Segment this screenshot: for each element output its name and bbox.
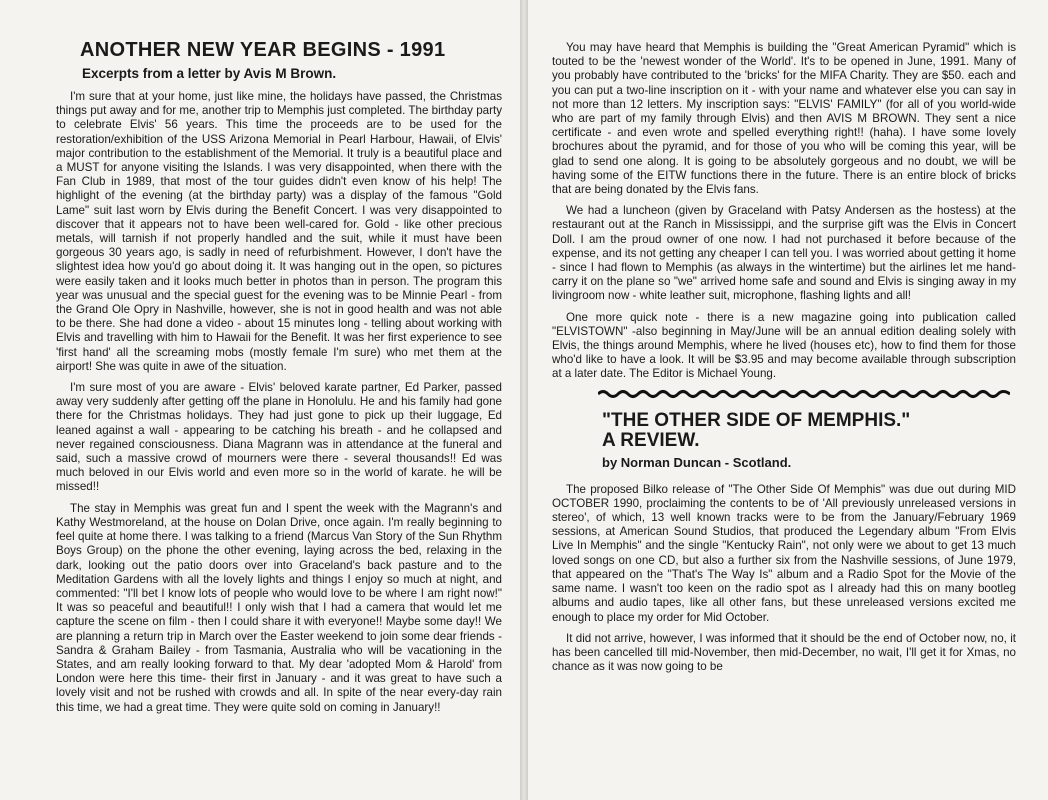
review-byline: by Norman Duncan - Scotland. <box>602 454 792 470</box>
page-gutter <box>520 0 528 800</box>
article-paragraph: You may have heard that Memphis is building the "Great American Pyramid" which is touted to be the 'newest wonder of the World'. It's to be opened in June, 1991. Many of you probably have contributed to the 'bricks' for the MIFA Charity. They are $50. each and you can put a two-line inscription on it - with your name and whatever else you can say in not more than 12 letters. My inscription says: "ELVIS' FAMILY" (for all of you world-wide who are part of my family through Elvis) and then AVIS M BROWN. They sent a nice certificate - and even wrote and spelled everything right!! (haha). I have some lovely brochures about the pyramid, and for those of you who will be coming this year, will be glad to send one along. It is going to be absolutely gorgeous and no doubt, we will be having some of the EITW functions there in the future. There is an entire block of bricks that are being donated by the Elvis fans. <box>552 41 1016 197</box>
left-column <box>56 38 502 722</box>
article-paragraph: We had a luncheon (given by Graceland with Patsy Andersen as the hostess) at the restaurant out at the Ranch in Mississippi, and the surprise gift was the Elvis in Concert Doll. I am the proud owner of one now. I had not purchased it before because of the expense, and its not getting any cheaper I can tell you. I was worried about getting it home - since I had flown to Memphis (as always in the wintertime) but the airlines let me hand-carry it on the plane so "we" arrived home safe and sound and Elvis is singing away in my livingroom now - white leather suit, microphone, flashing lights and all! <box>552 204 1016 303</box>
review-title-line: "THE OTHER SIDE OF MEMPHIS." <box>602 409 911 431</box>
right-page <box>528 0 1048 800</box>
wavy-divider <box>598 389 1010 399</box>
left-page <box>0 0 520 800</box>
article-title: ANOTHER NEW YEAR BEGINS - 1991 <box>80 39 446 61</box>
article-paragraph: I'm sure most of you are aware - Elvis' beloved karate partner, Ed Parker, passed away very suddenly after getting off the plane in Honolulu. He and his family had gone there for the Christmas holidays. They had just gone to pick up their luggage, Ed leaned against a wall - appearing to be catching his breath - and he collapsed and never regained consciousness. Diana Magrann was in attendance at the funeral and said, such a massive crowd of mourners were there - several thousands!! Ed was much beloved in our Elvis world and even more so in the world of karate. he will be missed!! <box>56 381 502 494</box>
article-paragraph: I'm sure that at your home, just like mine, the holidays have passed, the Christmas things put away and for me, another trip to Memphis just completed. The birthday party to celebrate Elvis' 56 years. This time the proceeds are to be used for the restoration/exhibition of the USS Arizona Memorial in Pearl Harbour, Hawaii, of Elvis' major contribution to the establishment of the Memorial. It truly is a beautiful place and a MUST for anyone visiting the Islands. I was very disappointed, when there with the Fan Club in 1989, that most of the tour guides didn't even know of his help! The highlight of the evening (at the birthday party) was a display of the famous "Gold Lame" suit last worn by Elvis during the Benefit Concert. I was very disappointed to discover that it appears not to have been well-cared for. Gold - like other precious metals, will tarnish if not properly handled and the suit, while it must have been gorgeous 30 years ago, is sadly in need of refurbishment. However, I don't have the slightest idea how you'd go about doing it. It was hanging out in the open, so pictures were easily taken and it looks much better in photos than in person. The program this year was unusual and the special guest for the evening was to be Minnie Pearl - from the Grand Ole Opry in Nashville, however, she is not in good health and was not able to be there. She had done a video - about 15 minutes long - telling about working with Elvis and travelling with him to Hawaii for the Benefit. It was her first experience to see 'first hand' all the screaming mobs (mostly female I'm sure) who met them at the airport! She was quite in awe of the situation. <box>56 90 502 373</box>
review-title <box>602 411 1016 451</box>
article-subtitle: Excerpts from a letter by Avis M Brown. <box>82 66 337 81</box>
article-paragraph: One more quick note - there is a new magazine going into publication called "ELVISTOWN" -also beginning in May/June will be an annual edition dealing solely with Elvis, the things around Memphis, where he lived (houses etc), how to find them for those who'd like to have a look. It will be $3.95 and may become available through subscription at a later date. The Editor is Michael Young. <box>552 310 1016 381</box>
article-paragraph: The stay in Memphis was great fun and I spent the week with the Magrann's and Kathy Westmoreland, at the house on Dolan Drive, once again. I'm really beginning to feel quite at home there. I was talking to a friend (Marcus Van Story of the Sun Rhythm Boys Group) on the phone the other evening, laying across the bed, relaxing in the dark, looking out the patio doors over into Graceland's back pasture and to the Meditation Gardens with all the lovely lights and things I enjoy so much at night, and commented: "I'll bet I know lots of people who would love to be where I am right now!" It was so peaceful and beautiful!! I only wish that I had a camera that would let me capture the scene on film - then I could share it with everyone!! Maybe some day!! We are planning a return trip in March over the Easter weekend to join some dear friends - Sandra & Graham Bailey - from Tasmania, Australia who will be vacationing in the States, and am really looking forward to that. My dear 'adopted Mom & Harold' from London were here this time- their first in January - and it was great to have such a lovely visit and not be rushed with crowds and all. In spite of the near every-day rain this time, we had a great time. They were quite sold on coming in January!! <box>56 501 502 714</box>
right-column <box>552 41 1016 681</box>
review-title-line: A REVIEW. <box>602 429 700 451</box>
review-paragraph: The proposed Bilko release of "The Other Side Of Memphis" was due out during MID OCTOBER 1990, proclaiming the contents to be of 'All previously unreleased versions in stereo', of which, 13 well known tracks were to be from the January/February 1969 sessions, at American Sound Studios, that produced the Legendary album "From Elvis Live In Memphis" and the single "Kentucky Rain", not only were we about to get 13 much loved songs on one CD, but also a further six from the Nashville sessions, of June 1979, that appeared on the "That's The Way Is" album and a Radio Spot for the Movie of the same name. I wasn't too keen on the radio spot as I already had this on many bootleg albums and audio tapes, like all other fans, but these unreleased versions excited me enough to place my order for Mid October. <box>552 482 1016 624</box>
review-paragraph: It did not arrive, however, I was informed that it should be the end of October now, no, it has been cancelled till mid-November, then mid-December, no wait, I'll get it for Xmas, no chance as it was now going to be <box>552 631 1016 674</box>
